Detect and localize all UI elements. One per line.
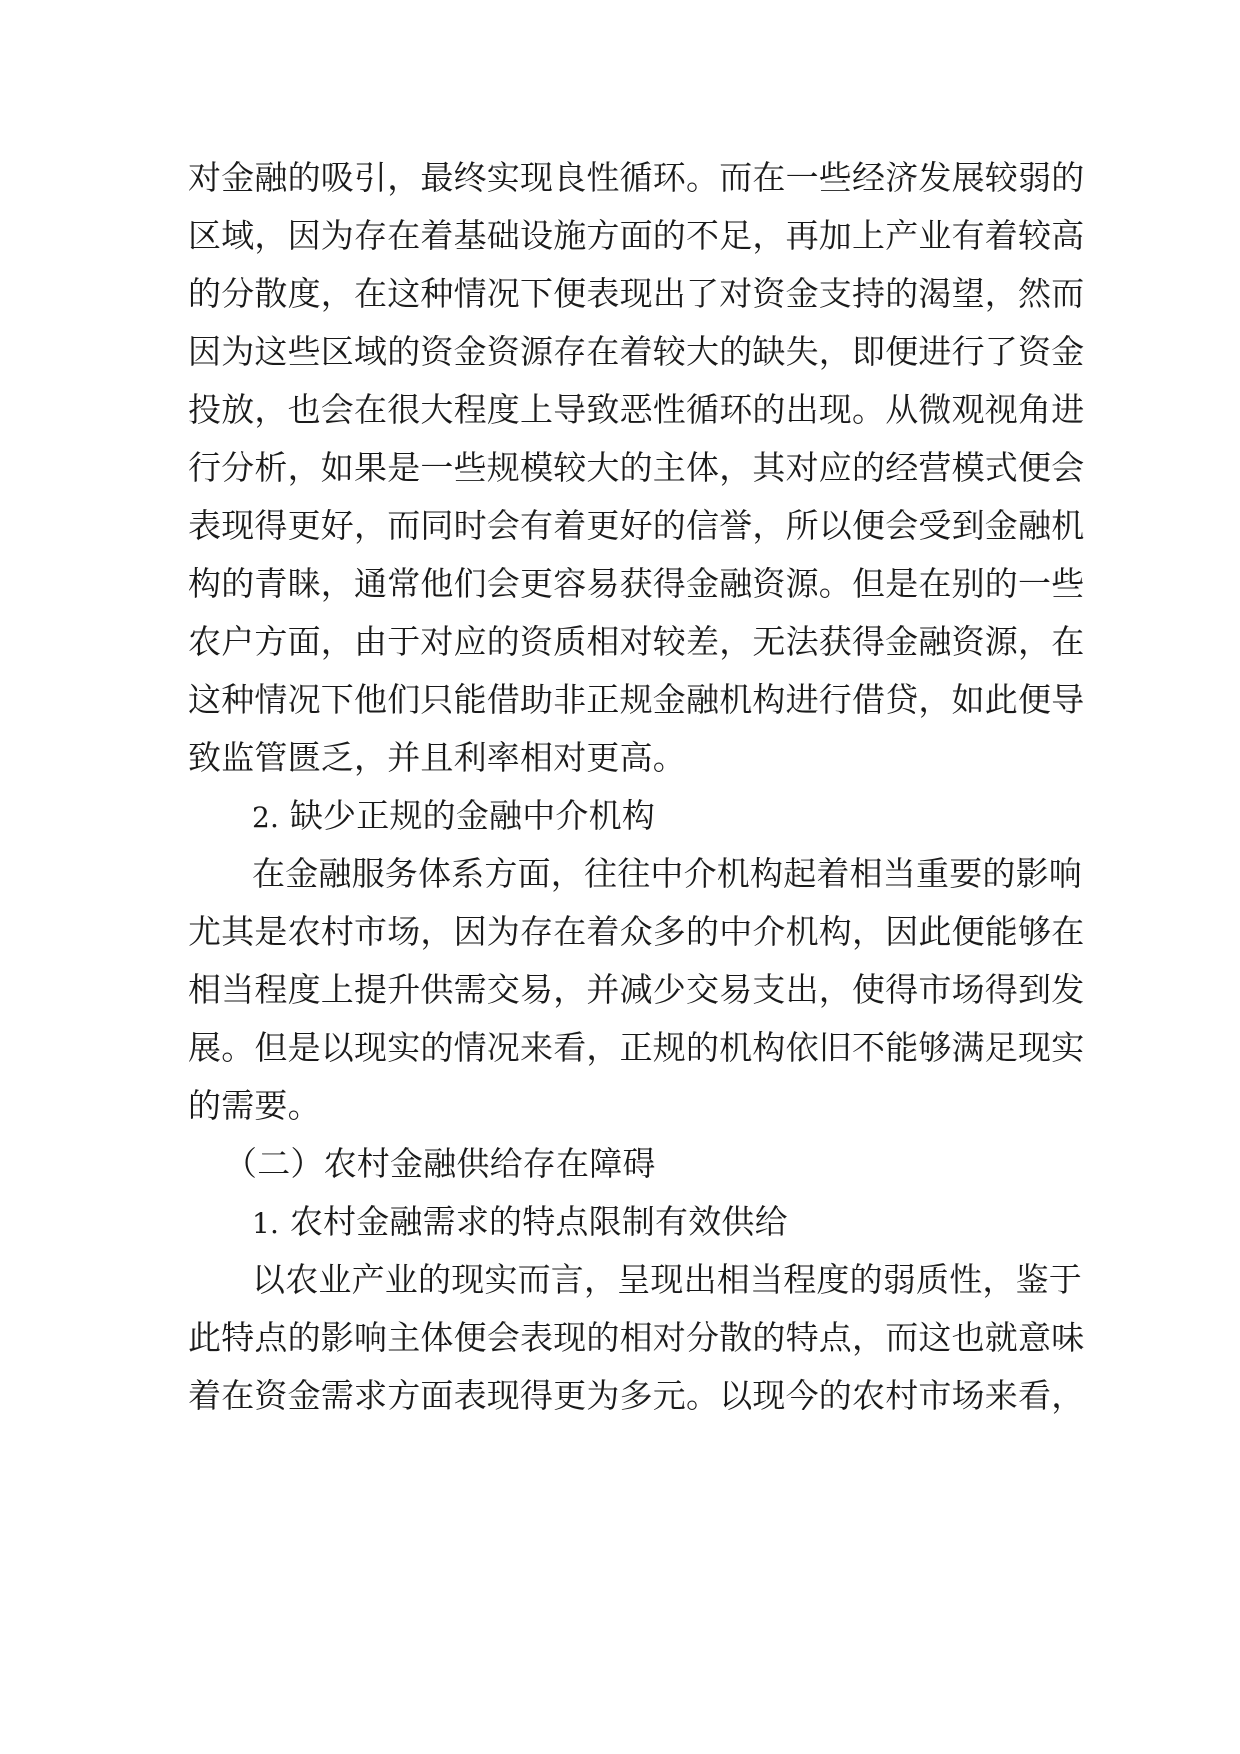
subheading-number: 2. bbox=[252, 801, 280, 834]
section-heading: （二）农村金融供给存在障碍 bbox=[224, 1144, 656, 1183]
paragraph-line: 对金融的吸引，最终实现良性循环。而在一些经济发展较弱的 bbox=[188, 158, 1085, 197]
paragraph-line: 行分析，如果是一些规模较大的主体，其对应的经营模式便会 bbox=[188, 448, 1085, 487]
subheading-text: 缺少正规的金融中介机构 bbox=[289, 796, 656, 835]
paragraph-line: 展。但是以现实的情况来看，正规的机构依旧不能够满足现实 bbox=[188, 1028, 1085, 1067]
paragraph-line: 这种情况下他们只能借助非正规金融机构进行借贷，如此便导 bbox=[188, 680, 1085, 719]
subheading-1 bbox=[188, 1202, 1058, 1244]
paragraph-line: 投放，也会在很大程度上导致恶性循环的出现。从微观视角进 bbox=[188, 390, 1085, 429]
paragraph-line: 因为这些区域的资金资源存在着较大的缺失，即便进行了资金 bbox=[188, 332, 1085, 371]
paragraph-line: 的需要。 bbox=[188, 1086, 321, 1125]
paragraph-line: 农户方面，由于对应的资质相对较差，无法获得金融资源，在 bbox=[188, 622, 1085, 661]
subheading-2 bbox=[188, 796, 1058, 838]
paragraph-line: 的分散度，在这种情况下便表现出了对资金支持的渴望，然而 bbox=[188, 274, 1085, 313]
paragraph-line: 以农业产业的现实而言，呈现出相当程度的弱质性，鉴于 bbox=[252, 1260, 1082, 1299]
paragraph-line: 相当程度上提升供需交易，并减少交易支出，使得市场得到发 bbox=[188, 970, 1085, 1009]
subheading-number: 1. bbox=[252, 1207, 280, 1240]
paragraph-line: 区域，因为存在着基础设施方面的不足，再加上产业有着较高 bbox=[188, 216, 1085, 255]
paragraph-line: 着在资金需求方面表现得更为多元。以现今的农村市场来看， bbox=[188, 1376, 1085, 1415]
paragraph-line: 构的青睐，通常他们会更容易获得金融资源。但是在别的一些 bbox=[188, 564, 1085, 603]
paragraph-line: 致监管匮乏，并且利率相对更高。 bbox=[188, 738, 686, 777]
paragraph-line: 在金融服务体系方面，往往中介机构起着相当重要的影响 bbox=[252, 854, 1082, 893]
paragraph-line: 表现得更好，而同时会有着更好的信誉，所以便会受到金融机 bbox=[188, 506, 1085, 545]
subheading-text: 农村金融需求的特点限制有效供给 bbox=[289, 1202, 788, 1241]
paragraph-line: 此特点的影响主体便会表现的相对分散的特点，而这也就意味 bbox=[188, 1318, 1085, 1357]
paragraph-line: 尤其是农村市场，因为存在着众多的中介机构，因此便能够在 bbox=[188, 912, 1085, 951]
